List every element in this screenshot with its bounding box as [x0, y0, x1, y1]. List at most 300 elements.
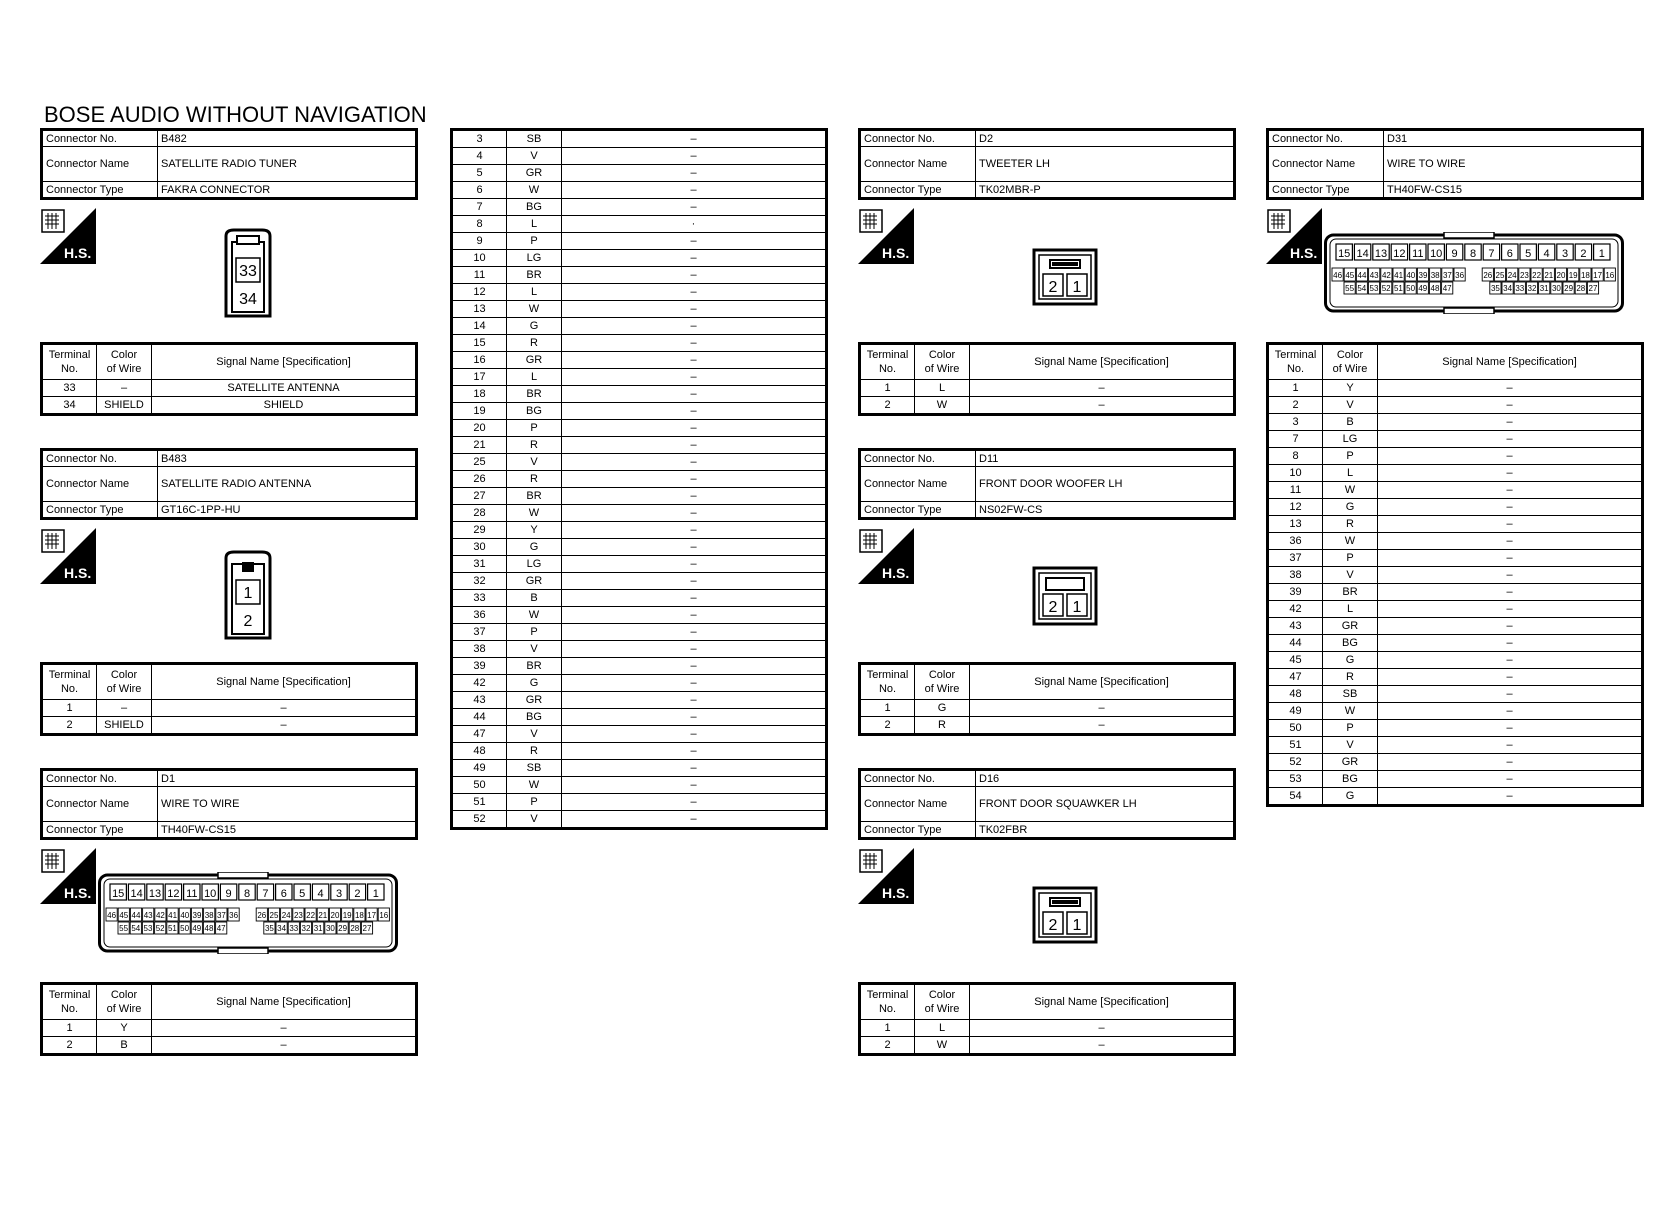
- signal-name: –: [562, 607, 827, 624]
- pin-label: 19: [342, 911, 352, 920]
- table-row: [1268, 788, 1643, 806]
- terminal-no: 44: [452, 709, 507, 726]
- pin-label: 32: [1527, 284, 1537, 293]
- pin-label: 19: [1568, 271, 1578, 280]
- pin-label: 14: [1356, 248, 1369, 260]
- connector-type-label: Connector Type: [860, 502, 976, 519]
- d31-connector-icon: [1324, 232, 1624, 314]
- signal-name: –: [1378, 618, 1643, 635]
- wire-color: V: [507, 811, 562, 829]
- pin-label: 25: [1495, 271, 1505, 280]
- signal-name: –: [562, 301, 827, 318]
- terminal-table-b483: [40, 662, 418, 736]
- table-row: [452, 352, 827, 369]
- pin-label: 31: [1539, 284, 1549, 293]
- wire-color: W: [507, 182, 562, 199]
- signal-name: –: [1378, 465, 1643, 482]
- pin-label: 18: [354, 911, 364, 920]
- pin-label: 17: [1593, 271, 1603, 280]
- wire-color: W: [507, 607, 562, 624]
- wire-color: SB: [507, 130, 562, 148]
- terminal-no: 33: [452, 590, 507, 607]
- antenna-connector-icon: [220, 550, 276, 642]
- table-row: [1268, 686, 1643, 703]
- table-row: [1268, 652, 1643, 669]
- pin-label: 23: [293, 911, 303, 920]
- wire-color: R: [507, 335, 562, 352]
- terminal-table-d1: [40, 982, 418, 1056]
- connector-no-value: D31: [1384, 130, 1643, 147]
- signal-name: –: [562, 284, 827, 301]
- signal-name: –: [562, 233, 827, 250]
- table-row: [452, 675, 827, 692]
- table-row: [452, 658, 827, 675]
- wire-color: BG: [507, 709, 562, 726]
- table-row: [1268, 669, 1643, 686]
- pin-label: 48: [1430, 284, 1440, 293]
- signal-name: –: [562, 182, 827, 199]
- color-header: Color of Wire: [97, 344, 152, 380]
- table-row: [452, 182, 827, 199]
- terminal-no: 21: [452, 437, 507, 454]
- terminal-no: 37: [1268, 550, 1323, 567]
- pin-label: 52: [1381, 284, 1391, 293]
- table-row: [1268, 550, 1643, 567]
- terminal-no: 11: [1268, 482, 1323, 499]
- terminal-no: 51: [1268, 737, 1323, 754]
- connector-info-d11: [858, 448, 1236, 520]
- pin-label: 38: [1430, 271, 1440, 280]
- signal-name: –: [562, 352, 827, 369]
- wire-color: L: [507, 216, 562, 233]
- signal-name: –: [1378, 516, 1643, 533]
- signal-name: –: [1378, 635, 1643, 652]
- pin-label: 20: [1556, 271, 1566, 280]
- signal-name: –: [562, 556, 827, 573]
- table-row: [452, 233, 827, 250]
- pin-label: 22: [306, 911, 316, 920]
- signal-header: Signal Name [Specification]: [970, 344, 1235, 380]
- wire-color: V: [1323, 397, 1378, 414]
- pin-label: 22: [1532, 271, 1542, 280]
- pin-label: 45: [1345, 271, 1355, 280]
- signal-name: –: [562, 539, 827, 556]
- wire-color: P: [507, 420, 562, 437]
- terminal-no: 53: [1268, 771, 1323, 788]
- pin-label: 11: [1412, 248, 1424, 260]
- pin-2: 2: [243, 613, 253, 630]
- table-row: [1268, 499, 1643, 516]
- terminal-no: 2: [1268, 397, 1323, 414]
- terminal-header: Terminal No.: [42, 664, 97, 700]
- terminal-no: 5: [452, 165, 507, 182]
- signal-name: –: [562, 709, 827, 726]
- table-row: [452, 641, 827, 658]
- signal-name: –: [1378, 499, 1643, 516]
- svg-text:2: 2: [1048, 279, 1058, 296]
- signal-name: –: [562, 386, 827, 403]
- terminal-no: 52: [452, 811, 507, 829]
- signal-name: –: [1378, 567, 1643, 584]
- wire-color: BG: [507, 403, 562, 420]
- signal-name: –: [1378, 703, 1643, 720]
- pin-label: 6: [1506, 248, 1513, 260]
- wire-color: BR: [507, 267, 562, 284]
- pin-label: 16: [1605, 271, 1615, 280]
- terminal-no: 1: [1268, 380, 1323, 397]
- wire-color: BR: [507, 488, 562, 505]
- pin-label: 39: [1418, 271, 1428, 280]
- connector-type-label: Connector Type: [1268, 182, 1384, 199]
- signal-name: –: [1378, 584, 1643, 601]
- table-row: [1268, 601, 1643, 618]
- pin-label: 20: [330, 911, 340, 920]
- table-row: [1268, 737, 1643, 754]
- wire-color: BG: [507, 199, 562, 216]
- wire-color: L: [507, 369, 562, 386]
- wire-color: G: [507, 539, 562, 556]
- pin-label: 46: [1333, 271, 1343, 280]
- signal-name: –: [562, 624, 827, 641]
- terminal-no: 28: [452, 505, 507, 522]
- connector-name-value: FRONT DOOR SQUAWKER LH: [976, 787, 1235, 822]
- pin-label: 44: [1357, 271, 1367, 280]
- signal-name: –: [562, 488, 827, 505]
- table-row: [452, 556, 827, 573]
- wire-color: W: [507, 301, 562, 318]
- connector-type-label: Connector Type: [42, 822, 158, 839]
- pin-label: 40: [1406, 271, 1416, 280]
- pin-34: 34: [239, 291, 257, 308]
- signal-name: –: [562, 641, 827, 658]
- wire-color: W: [1323, 703, 1378, 720]
- table-row: [452, 539, 827, 556]
- table-row: [452, 590, 827, 607]
- svg-text:H.S.: H.S.: [64, 245, 92, 261]
- pin-label: 37: [1442, 271, 1452, 280]
- color-header: Color of Wire: [1323, 344, 1378, 380]
- connector-info-d2: [858, 128, 1236, 200]
- pin-label: 45: [119, 911, 129, 920]
- connector-name-label: Connector Name: [860, 787, 976, 822]
- pin-label: 49: [192, 924, 202, 933]
- signal-header: Signal Name [Specification]: [1378, 344, 1643, 380]
- terminal-header: Terminal No.: [860, 664, 915, 700]
- signal-name: –: [562, 165, 827, 182]
- terminal-no: 50: [1268, 720, 1323, 737]
- svg-text:H.S.: H.S.: [882, 885, 910, 901]
- table-row: [1268, 618, 1643, 635]
- table-row: [452, 794, 827, 811]
- pin-label: 1: [372, 888, 379, 900]
- signal-name: –: [1378, 550, 1643, 567]
- pin-label: 48: [204, 924, 214, 933]
- pin-label: 35: [264, 924, 274, 933]
- pin-33: 33: [239, 263, 257, 280]
- terminal-header: Terminal No.: [860, 344, 915, 380]
- signal-name: –: [562, 675, 827, 692]
- pin-label: 17: [367, 911, 377, 920]
- pin-label: 8: [1469, 248, 1477, 260]
- table-row: 2 B –: [42, 1037, 417, 1055]
- table-row: [452, 148, 827, 165]
- signal-header: Signal Name [Specification]: [970, 664, 1235, 700]
- connector-no-value: B482: [158, 130, 417, 147]
- table-row: [452, 709, 827, 726]
- signal-name: –: [562, 811, 827, 829]
- connector-no-label: Connector No.: [860, 770, 976, 787]
- connector-type-value: TH40FW-CS15: [1384, 182, 1643, 199]
- pin-label: 11: [186, 888, 198, 900]
- signal-name: –: [562, 760, 827, 777]
- pin-1: 1: [243, 585, 253, 602]
- wire-color: B: [1323, 414, 1378, 431]
- pin-label: 42: [1381, 271, 1391, 280]
- hs-icon: [1266, 208, 1322, 264]
- terminal-no: 13: [452, 301, 507, 318]
- signal-name: –: [562, 437, 827, 454]
- signal-name: –: [1378, 652, 1643, 669]
- signal-name: –: [562, 250, 827, 267]
- terminal-no: 3: [1268, 414, 1323, 431]
- wire-color: R: [507, 743, 562, 760]
- terminal-no: 12: [1268, 499, 1323, 516]
- wire-color: Y: [507, 522, 562, 539]
- signal-name: –: [1378, 533, 1643, 550]
- connector-no-label: Connector No.: [860, 450, 976, 467]
- color-header: Color of Wire: [97, 984, 152, 1020]
- connector-name-value: WIRE TO WIRE: [1384, 147, 1643, 182]
- pin-label: 43: [143, 911, 153, 920]
- pin-label: 54: [131, 924, 141, 933]
- connector-name-label: Connector Name: [42, 467, 158, 502]
- color-header: Color of Wire: [915, 664, 970, 700]
- table-row: [1268, 567, 1643, 584]
- wire-color: GR: [507, 573, 562, 590]
- pin-label: 29: [338, 924, 348, 933]
- pin-label: 24: [281, 911, 291, 920]
- signal-name: –: [562, 130, 827, 148]
- hs-icon: [40, 208, 96, 264]
- table-row: [1268, 380, 1643, 397]
- table-row: 1 Y –: [42, 1020, 417, 1037]
- signal-name: –: [562, 573, 827, 590]
- color-header: Color of Wire: [97, 664, 152, 700]
- table-row: [1268, 465, 1643, 482]
- connector-info-d1: [40, 768, 418, 840]
- terminal-no: 19: [452, 403, 507, 420]
- svg-text:1: 1: [1072, 917, 1082, 934]
- pin-label: 41: [168, 911, 178, 920]
- terminal-no: 37: [452, 624, 507, 641]
- pin-label: 15: [112, 888, 125, 900]
- terminal-table-b482: [40, 342, 418, 416]
- terminal-no: 45: [1268, 652, 1323, 669]
- hs-icon: [40, 528, 96, 584]
- table-row: [452, 284, 827, 301]
- terminal-no: 54: [1268, 788, 1323, 806]
- pin-label: 26: [1483, 271, 1493, 280]
- pin-label: 4: [1543, 248, 1550, 260]
- connector-name-label: Connector Name: [42, 147, 158, 182]
- table-row: [1268, 771, 1643, 788]
- pin-label: 43: [1369, 271, 1379, 280]
- signal-name: –: [562, 318, 827, 335]
- color-header: Color of Wire: [915, 984, 970, 1020]
- terminal-no: 44: [1268, 635, 1323, 652]
- terminal-no: 9: [452, 233, 507, 250]
- terminal-no: 13: [1268, 516, 1323, 533]
- pin-label: 32: [301, 924, 311, 933]
- wire-color: V: [507, 148, 562, 165]
- signal-name: –: [562, 471, 827, 488]
- pin-label: 10: [1430, 248, 1443, 260]
- wire-color: LG: [507, 556, 562, 573]
- svg-text:H.S.: H.S.: [64, 885, 92, 901]
- terminal-no: 15: [452, 335, 507, 352]
- connector-type-value: NS02FW-CS: [976, 502, 1235, 519]
- terminal-no: 26: [452, 471, 507, 488]
- pin-label: 28: [1576, 284, 1586, 293]
- table-row: 34 SHIELD SHIELD: [42, 397, 417, 415]
- wire-color: P: [1323, 720, 1378, 737]
- connector-type-value: TH40FW-CS15: [158, 822, 417, 839]
- terminal-no: 36: [1268, 533, 1323, 550]
- terminal-no: 3: [452, 130, 507, 148]
- connector-no-value: D16: [976, 770, 1235, 787]
- terminal-no: 16: [452, 352, 507, 369]
- table-row: 1 G –: [860, 700, 1235, 717]
- pin-label: 3: [1561, 248, 1569, 260]
- connector-no-label: Connector No.: [42, 770, 158, 787]
- pin-label: 51: [167, 924, 177, 933]
- terminal-no: 29: [452, 522, 507, 539]
- terminal-no: 10: [1268, 465, 1323, 482]
- hs-icon: [858, 848, 914, 904]
- table-row: [1268, 516, 1643, 533]
- signal-name: –: [562, 369, 827, 386]
- svg-text:1: 1: [1072, 599, 1082, 616]
- wire-color: BR: [1323, 584, 1378, 601]
- table-row: [452, 318, 827, 335]
- table-row: [452, 743, 827, 760]
- table-row: [1268, 703, 1643, 720]
- pin-label: 2: [354, 888, 361, 900]
- table-row: [452, 811, 827, 829]
- table-row: 2 W –: [860, 397, 1235, 415]
- terminal-no: 38: [452, 641, 507, 658]
- signal-name: –: [1378, 482, 1643, 499]
- signal-name: –: [1378, 601, 1643, 618]
- terminal-no: 36: [452, 607, 507, 624]
- wire-color: LG: [1323, 431, 1378, 448]
- pin-label: 24: [1507, 271, 1517, 280]
- table-row: [452, 250, 827, 267]
- terminal-no: 7: [1268, 431, 1323, 448]
- table-row: [452, 301, 827, 318]
- table-row: [452, 420, 827, 437]
- pin-label: 34: [277, 924, 287, 933]
- wire-color: BG: [1323, 771, 1378, 788]
- signal-name: –: [562, 199, 827, 216]
- connector-no-value: B483: [158, 450, 417, 467]
- wire-color: W: [1323, 533, 1378, 550]
- table-row: [452, 130, 827, 148]
- pin-label: 46: [107, 911, 117, 920]
- table-row: [452, 165, 827, 182]
- table-row: [452, 267, 827, 284]
- signal-name: –: [562, 335, 827, 352]
- wire-color: P: [507, 233, 562, 250]
- terminal-no: 47: [1268, 669, 1323, 686]
- table-row: [452, 573, 827, 590]
- table-row: [1268, 431, 1643, 448]
- pin-label: 53: [143, 924, 153, 933]
- pin-label: 21: [318, 911, 328, 920]
- pin-label: 10: [204, 888, 217, 900]
- pin-label: 8: [243, 888, 251, 900]
- wire-color: SB: [1323, 686, 1378, 703]
- pin-label: 13: [1374, 248, 1388, 260]
- connector-type-label: Connector Type: [42, 502, 158, 519]
- svg-text:H.S.: H.S.: [882, 565, 910, 581]
- pin-label: 23: [1519, 271, 1529, 280]
- pin-label: 6: [280, 888, 287, 900]
- pin-label: 35: [1490, 284, 1500, 293]
- wire-color: R: [1323, 669, 1378, 686]
- wire-color: V: [507, 641, 562, 658]
- table-row: [1268, 448, 1643, 465]
- wire-color: G: [1323, 499, 1378, 516]
- terminal-no: 48: [452, 743, 507, 760]
- connector-name-label: Connector Name: [42, 787, 158, 822]
- pin-label: 29: [1564, 284, 1574, 293]
- signal-header: Signal Name [Specification]: [152, 344, 417, 380]
- pin-label: 55: [119, 924, 129, 933]
- table-row: 1 L –: [860, 1020, 1235, 1037]
- wire-color: BR: [507, 386, 562, 403]
- wire-color: W: [507, 777, 562, 794]
- signal-header: Signal Name [Specification]: [152, 664, 417, 700]
- pin-label: 9: [1451, 248, 1458, 260]
- connector-name-value: SATELLITE RADIO TUNER: [158, 147, 417, 182]
- pin-label: 27: [362, 924, 372, 933]
- pin-label: 30: [1551, 284, 1561, 293]
- pin-label: 18: [1580, 271, 1590, 280]
- signal-name: –: [562, 590, 827, 607]
- terminal-table-d11: [858, 662, 1236, 736]
- wire-color: P: [1323, 550, 1378, 567]
- connector-type-value: FAKRA CONNECTOR: [158, 182, 417, 199]
- connector-type-label: Connector Type: [860, 822, 976, 839]
- wire-color: V: [507, 454, 562, 471]
- wire-color: BG: [1323, 635, 1378, 652]
- pin-label: 47: [1442, 284, 1452, 293]
- terminal-no: 48: [1268, 686, 1323, 703]
- svg-text:2: 2: [1048, 917, 1058, 934]
- wire-color: GR: [507, 352, 562, 369]
- signal-name: –: [1378, 448, 1643, 465]
- wire-color: W: [1323, 482, 1378, 499]
- connector-no-value: D11: [976, 450, 1235, 467]
- terminal-no: 49: [1268, 703, 1323, 720]
- terminal-table-d1-continued: [450, 128, 828, 830]
- terminal-no: 39: [452, 658, 507, 675]
- signal-name: –: [1378, 788, 1643, 806]
- hs-icon: [40, 848, 96, 904]
- pin-label: 36: [229, 911, 239, 920]
- table-row: [1268, 584, 1643, 601]
